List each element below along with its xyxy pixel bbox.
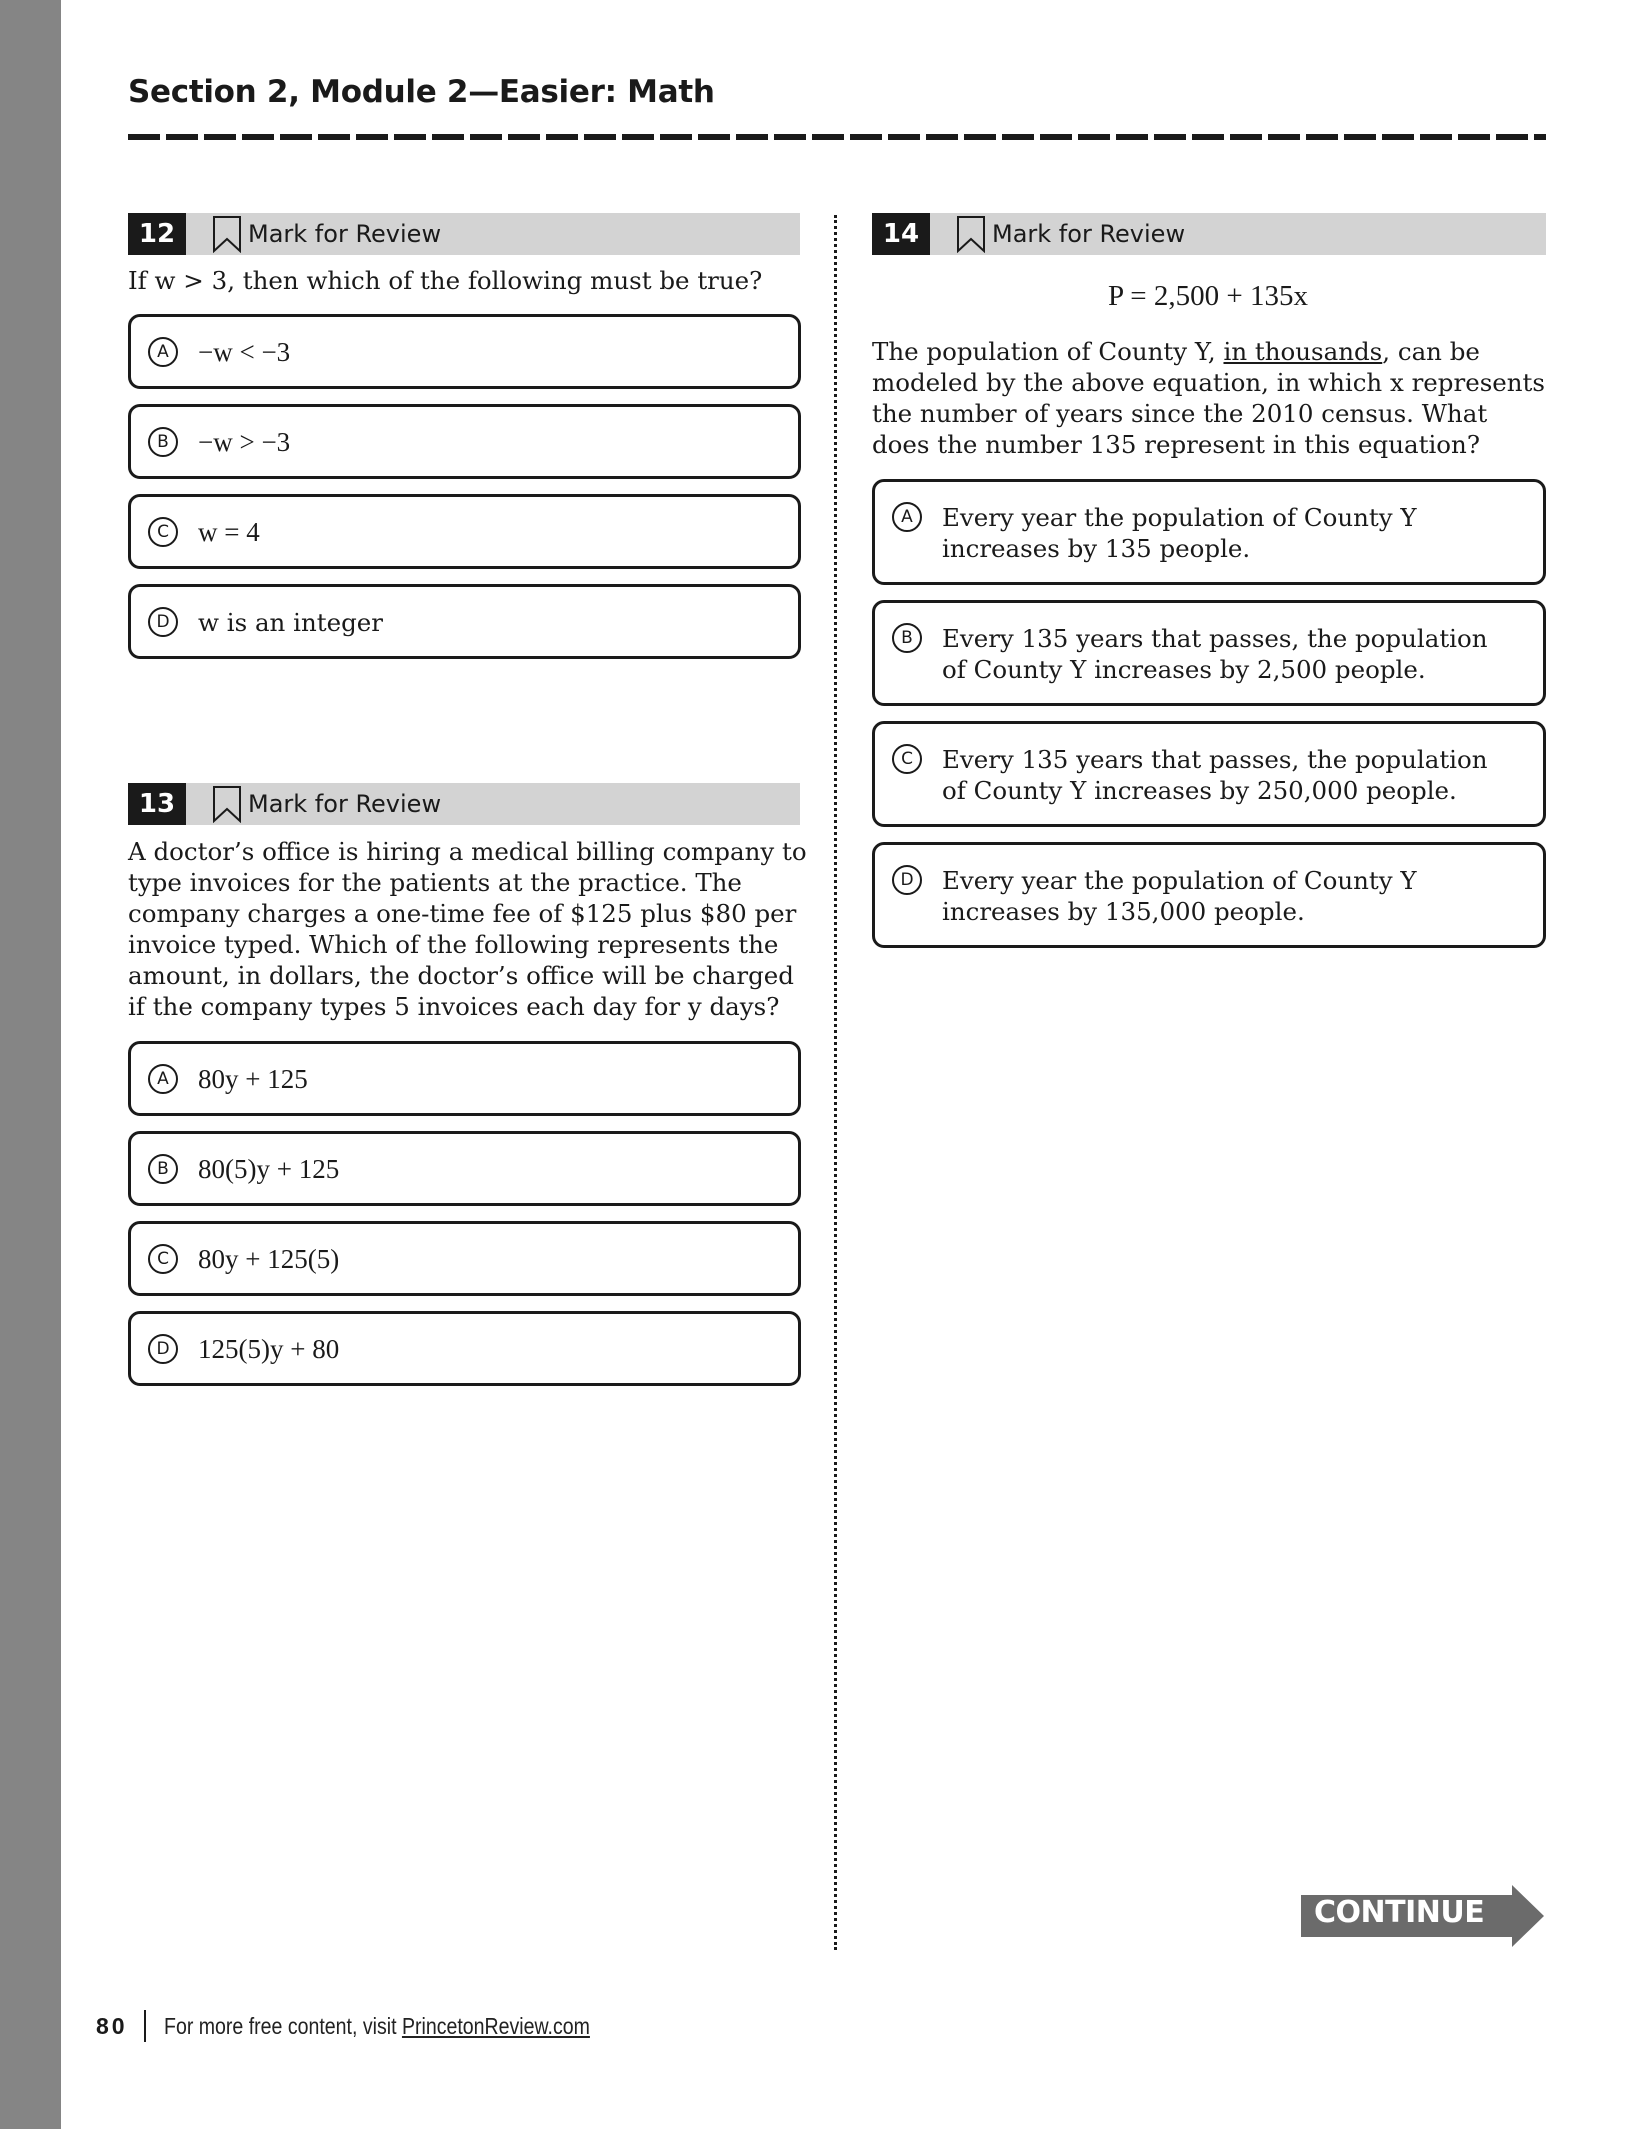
question-13-prompt: A doctor’s office is hiring a medical billing company to type invoices for the patients at the practice. The company charges a one-time fee of $125 plus $80 per invoice typed. Which of the following represents the amount, in dollars, the doctor’s office will be charged if the company types 5 invoices each day for y days? xyxy=(128,837,807,1021)
question-12-prompt: If w > 3, then which of the following must be true? xyxy=(128,266,763,295)
choice-bubble: C xyxy=(148,1244,178,1274)
choice-bubble: B xyxy=(148,427,178,457)
choice-text: w is an integer xyxy=(198,608,383,637)
bookmark-icon[interactable] xyxy=(212,215,242,253)
continue-label: CONTINUE xyxy=(1314,1895,1485,1930)
choice-text: −w > −3 xyxy=(198,427,291,457)
choice-bubble: D xyxy=(892,865,922,895)
choice-bubble: B xyxy=(148,1154,178,1184)
choice-bubble: A xyxy=(148,1064,178,1094)
choice-b[interactable] xyxy=(128,1131,801,1206)
choice-text: w = 4 xyxy=(198,517,260,547)
question-number: 12 xyxy=(128,213,186,255)
title-dashed-rule xyxy=(128,134,1546,140)
footer-separator xyxy=(144,2010,146,2042)
choice-text: 80y + 125(5) xyxy=(198,1244,340,1274)
choice-c[interactable] xyxy=(128,494,801,569)
column-divider xyxy=(834,215,837,1950)
question-14-prompt xyxy=(872,336,1552,460)
page-number: 80 xyxy=(96,2012,128,2039)
choice-a[interactable] xyxy=(128,314,801,389)
choice-text: Every 135 years that passes, the population of County Y increases by 2,500 people. xyxy=(942,624,1488,684)
choice-text: −w < −3 xyxy=(198,337,291,367)
page-edge-bar xyxy=(0,0,61,2129)
choice-text: 80y + 125 xyxy=(198,1064,308,1094)
prompt-emphasis: in thousands xyxy=(1223,337,1383,366)
choice-text: 80(5)y + 125 xyxy=(198,1154,340,1184)
footer-caption: For more free content, visit xyxy=(163,2012,402,2039)
footer-link[interactable]: PrincetonReview.com xyxy=(401,2012,590,2039)
choice-bubble: B xyxy=(892,623,922,653)
question-14-header xyxy=(872,213,1546,255)
choice-bubble: C xyxy=(892,744,922,774)
choice-bubble: D xyxy=(148,607,178,637)
mark-for-review-button[interactable]: Mark for Review xyxy=(992,220,1186,248)
footer-text xyxy=(164,2013,590,2040)
choice-d[interactable] xyxy=(128,584,801,659)
choice-bubble: A xyxy=(892,502,922,532)
choice-text: 125(5)y + 80 xyxy=(198,1334,340,1364)
choice-bubble: D xyxy=(148,1334,178,1364)
prompt-text: The population of County Y, xyxy=(872,337,1224,366)
choice-a[interactable] xyxy=(872,479,1546,585)
question-number: 13 xyxy=(128,783,186,825)
question-number: 14 xyxy=(872,213,930,255)
bookmark-icon[interactable] xyxy=(956,215,986,253)
choice-text: Every 135 years that passes, the population of County Y increases by 250,000 people. xyxy=(942,745,1488,805)
equation: P = 2,500 + 135x xyxy=(1107,280,1308,312)
bookmark-icon[interactable] xyxy=(212,785,242,823)
choice-d[interactable] xyxy=(128,1311,801,1386)
choice-d[interactable] xyxy=(872,842,1546,948)
page-footer xyxy=(96,2010,665,2042)
choice-bubble: C xyxy=(148,517,178,547)
mark-for-review-button[interactable]: Mark for Review xyxy=(248,790,442,818)
continue-button[interactable] xyxy=(1296,1885,1544,1947)
question-12-header xyxy=(128,213,800,255)
question-13-header xyxy=(128,783,800,825)
choice-c[interactable] xyxy=(128,1221,801,1296)
choice-text: Every year the population of County Y increases by 135,000 people. xyxy=(942,866,1417,926)
choice-a[interactable] xyxy=(128,1041,801,1116)
choice-c[interactable] xyxy=(872,721,1546,827)
page-title: Section 2, Module 2—Easier: Math xyxy=(128,74,715,110)
mark-for-review-button[interactable]: Mark for Review xyxy=(248,220,442,248)
prompt-text: , can be modeled by the above equation, in which x represents the number of years since the 2010 census. What does the number 135 represent in this equation? xyxy=(872,337,1545,459)
choice-b[interactable] xyxy=(128,404,801,479)
choice-bubble: A xyxy=(148,337,178,367)
choice-text: Every year the population of County Y increases by 135 people. xyxy=(942,503,1417,563)
choice-b[interactable] xyxy=(872,600,1546,706)
